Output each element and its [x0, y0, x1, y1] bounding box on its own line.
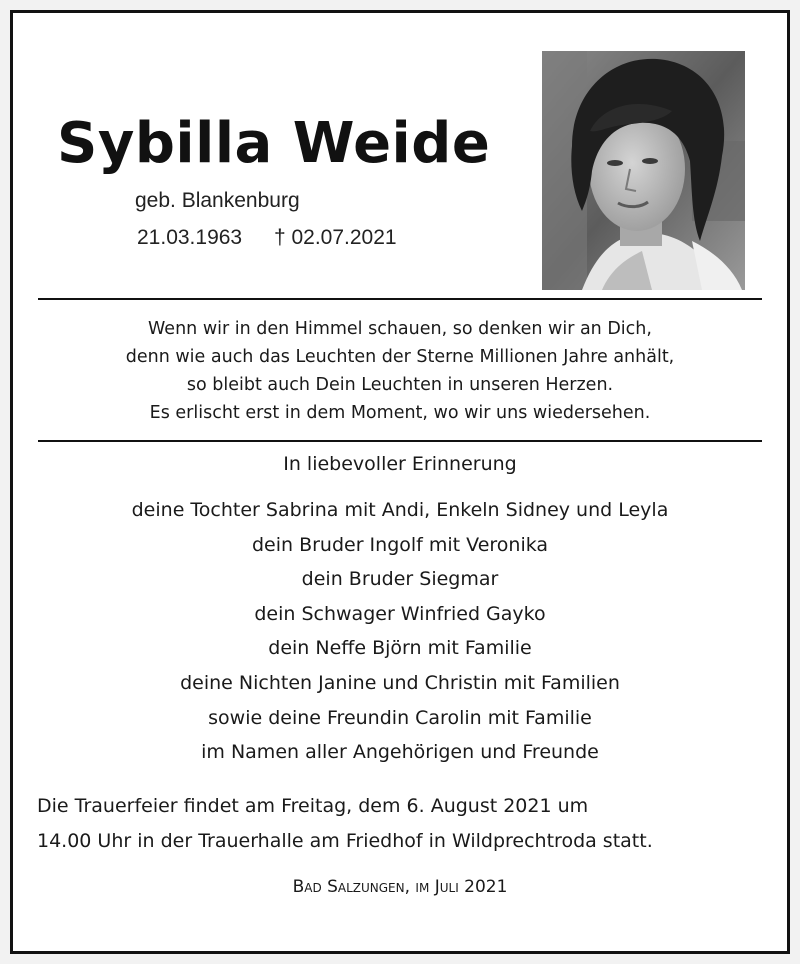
- verse-line: Es erlischt erst in dem Moment, wo wir uns wiedersehen.: [149, 403, 651, 423]
- life-dates: [137, 226, 397, 250]
- birth-date: 21.03.1963: [137, 226, 243, 249]
- death-date: † 02.07.2021: [273, 226, 397, 249]
- mourner-line: deine Tochter Sabrina mit Andi, Enkeln Sidney und Leyla: [131, 499, 669, 521]
- middle-divider: [38, 440, 762, 442]
- mourner-line: dein Bruder Ingolf mit Veronika: [251, 533, 549, 556]
- mourner-line: deine Nichten Janine und Christin mit Familien: [180, 671, 620, 694]
- mourner-line: im Namen aller Angehörigen und Freunde: [201, 741, 599, 764]
- verse-line: denn wie auch das Leuchten der Sterne Millionen Jahre anhält,: [125, 347, 675, 367]
- mourner-line: dein Neffe Björn mit Familie: [268, 637, 532, 660]
- funeral-line: Die Trauerfeier findet am Freitag, dem 6. August 2021 um: [37, 795, 589, 817]
- verse-block: [38, 315, 762, 427]
- funeral-line: 14.00 Uhr in der Trauerhalle am Friedhof in Wildprechtroda statt.: [37, 830, 653, 852]
- mourner-line: dein Schwager Winfried Gayko: [254, 602, 546, 625]
- deceased-name: Sybilla Weide: [57, 111, 491, 176]
- place-and-date: Bad Salzungen, im Juli 2021: [292, 877, 508, 897]
- top-divider: [38, 298, 762, 300]
- verse-line: so bleibt auch Dein Leuchten in unseren Herzen.: [186, 375, 614, 395]
- portrait-photo: [542, 51, 745, 290]
- funeral-notice: [37, 789, 767, 859]
- obituary-frame: [10, 10, 790, 954]
- memory-heading: In liebevoller Erinnerung: [283, 453, 517, 475]
- birth-name: geb. Blankenburg: [135, 189, 300, 212]
- mourner-line: sowie deine Freundin Carolin mit Familie: [208, 706, 592, 729]
- verse-line: Wenn wir in den Himmel schauen, so denken wir an Dich,: [148, 319, 652, 339]
- mourner-line: dein Bruder Siegmar: [301, 568, 499, 591]
- mourners-list: [38, 493, 762, 770]
